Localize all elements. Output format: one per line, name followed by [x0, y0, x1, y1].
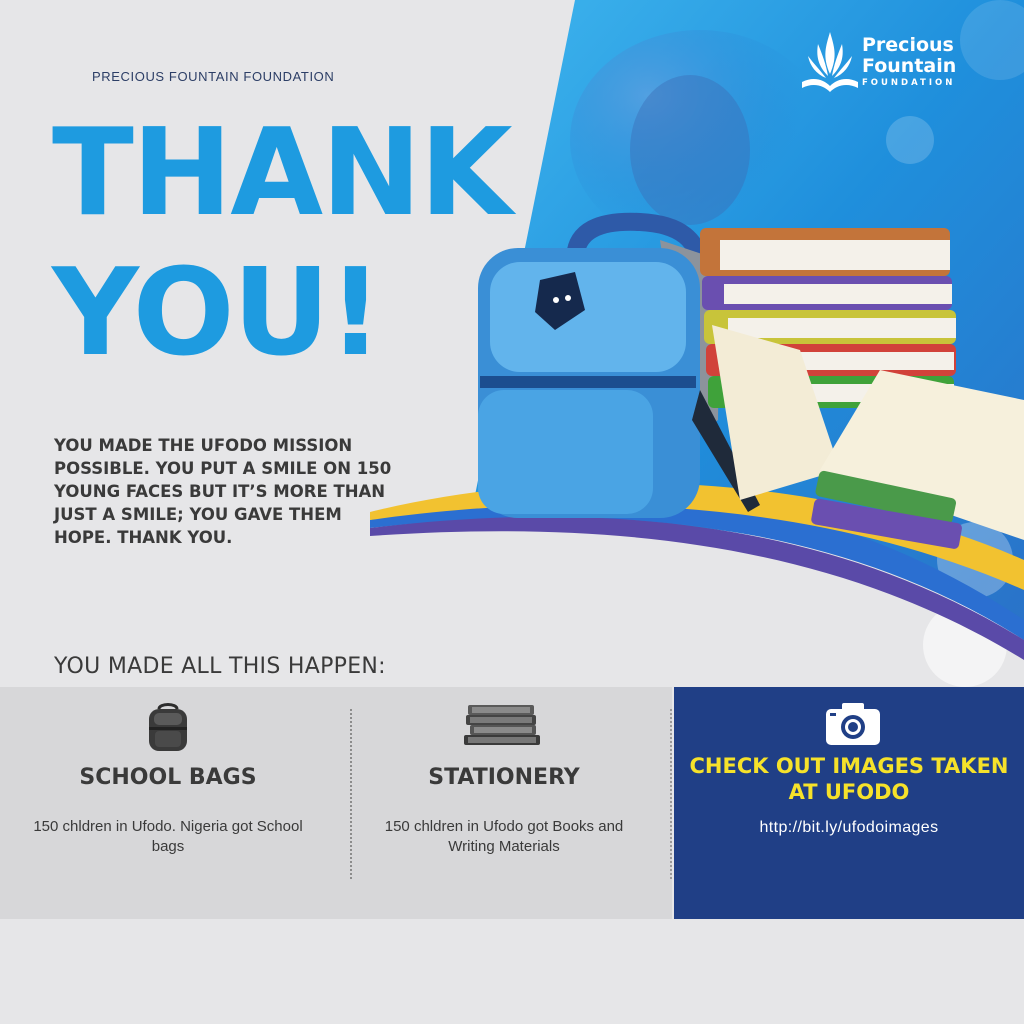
- backpack-icon: [145, 701, 191, 753]
- item-title: SCHOOL BAGS: [79, 765, 257, 790]
- book-flame-icon: [800, 22, 860, 98]
- logo-line2: Fountain: [862, 55, 957, 77]
- impact-item-stationery: [336, 687, 672, 919]
- logo-line3: FOUNDATION: [862, 78, 956, 88]
- logo-line1: Precious: [862, 34, 954, 56]
- camera-icon: [824, 701, 882, 747]
- images-cta-panel: [674, 687, 1024, 919]
- books-icon: [462, 701, 546, 747]
- impact-item-school-bags: [0, 687, 336, 919]
- headline-thank: THANK: [52, 104, 511, 243]
- thank-you-message: YOU MADE THE UFODO MISSION POSSIBLE. YOU PUT A SMILE ON 150 YOUNG FACES BUT IT’S MORE THAN JUST A SMILE; YOU GAVE THEM HOPE. THANK YOU.: [54, 436, 392, 547]
- item-title: STATIONERY: [428, 765, 580, 790]
- item-description: 150 chldren in Ufodo got Books and Writing Materials: [384, 818, 624, 855]
- divider: [670, 709, 672, 879]
- section-title: YOU MADE ALL THIS HAPPEN:: [54, 654, 386, 679]
- item-description: 150 chldren in Ufodo. Nigeria got School bags: [33, 818, 303, 855]
- images-link[interactable]: http://bit.ly/ufodoimages: [759, 819, 939, 836]
- headline-you: YOU!: [52, 244, 381, 383]
- foundation-logo: [800, 22, 970, 100]
- impact-section: [0, 687, 1024, 919]
- cta-title: CHECK OUT IMAGES TAKEN AT UFODO: [689, 754, 1009, 804]
- organization-name: PRECIOUS FOUNTAIN FOUNDATION: [92, 69, 335, 84]
